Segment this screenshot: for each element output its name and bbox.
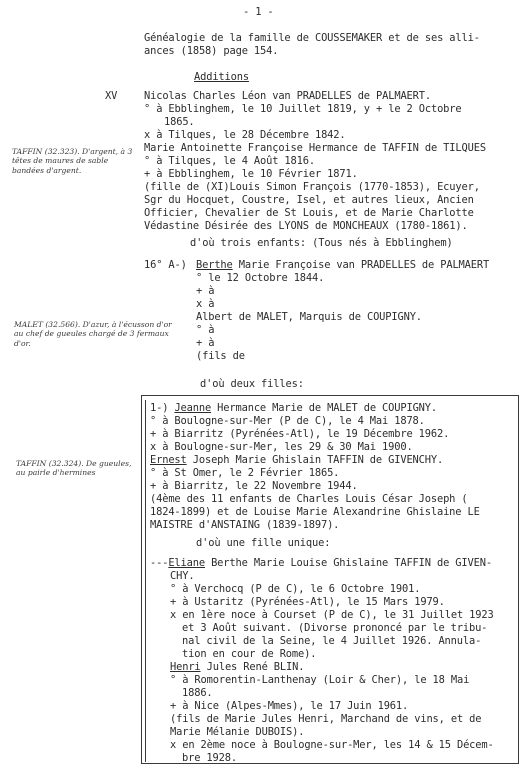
margin-note-taffin-arms-2 [16, 449, 131, 478]
box-line-17: et 3 Août suivant. (Divorse prononcé par le tribu- [182, 622, 488, 634]
box-line-3: + à Biarritz (Pyrénées-Atl), le 19 Décembre 1962. [150, 428, 450, 440]
section-title: Additions [194, 71, 249, 83]
margin-note-line: têtes de maures de sable [12, 156, 109, 165]
main-line-7: + à Ebblinghem, le 10 Février 1871. [144, 168, 358, 180]
main-line-4: x à Tilques, le 28 Décembre 1842. [144, 129, 346, 141]
box-line-11: d'où une fille unique: [196, 537, 331, 549]
child-line-9: d'où deux filles: [200, 378, 304, 390]
box-line-5 [150, 454, 443, 467]
box-name-rest-henri: Jules René BLIN. [200, 661, 305, 673]
main-line-6: ° à Tilques, le 4 Août 1816. [144, 155, 315, 167]
box-first-name-ernest: Ernest [150, 454, 187, 466]
box-line-20 [170, 661, 304, 674]
margin-note-line: bandées d'argent. [12, 165, 82, 175]
margin-note-malet-arms [14, 310, 172, 348]
box-line-25: Marie Mélanie DUBOIS). [170, 726, 305, 738]
box-line-4: x à Boulogne-sur-Mer, les 29 & 30 Mai 1900. [150, 441, 413, 453]
main-line-8: (fille de (XI)Louis Simon François (1770-1853), Ecuyer, [144, 181, 480, 193]
child-line-8: (fils de [196, 350, 245, 362]
box-line-15: + à Ustaritz (Pyrénées-Atl), le 15 Mars 1979. [170, 596, 445, 608]
box-line-13: CHY. [170, 570, 195, 582]
box-line-23: + à Nice (Alpes-Mmes), le 17 Juin 1961. [170, 700, 409, 712]
main-line-9: Sgr du Hocquet, Coustre, Isel, et autres lieux, Ancien [144, 194, 474, 206]
margin-note-line: au chef de gueules chargé de 3 fermaux [14, 329, 169, 338]
main-line-12: d'où trois enfants: (Tous nés à Ebblinghem) [190, 237, 453, 249]
page-number: - 1 - [243, 6, 274, 18]
box-line-18: nal civil de la Seine, le 4 Juillet 1926. Annula- [182, 635, 482, 647]
box-line-8: (4ème des 11 enfants de Charles Louis César Joseph ( [150, 493, 468, 505]
child-first-name: Berthe [196, 259, 233, 271]
header-line-2: ances (1858) page 154. [144, 45, 279, 57]
box-line-12 [150, 557, 492, 570]
box-line-27: bre 1928. [182, 752, 237, 764]
box-line-24: (fils de Marie Jules Henri, Marchand de vins, et de [170, 713, 482, 725]
box-first-name-henri: Henri [170, 661, 201, 673]
box-name-rest-jeanne: Hermance Marie de MALET de COUPIGNY. [211, 402, 437, 414]
main-line-1: Nicolas Charles Léon van PRADELLES de PALMAERT. [144, 90, 431, 102]
box-line-6: ° à St Omer, le 2 Février 1865. [150, 467, 340, 479]
child-line-5: Albert de MALET, Marquis de COUPIGNY. [196, 311, 422, 323]
box-line-16: x en 1ère noce à Courset (P de C), le 31 Juillet 1923 [170, 609, 494, 621]
box-line-2: ° à Boulogne-sur-Mer (P de C), le 4 Mai 1878. [150, 415, 425, 427]
box-line-9: 1824-1899) et de Louise Marie Alexandrine Ghislaine LE [150, 506, 480, 518]
box-line-14: ° à Verchocq (P de C), le 6 Octobre 1901. [170, 583, 421, 595]
box-inner-vertical-line [145, 400, 146, 762]
child-line-3: + à [196, 285, 215, 297]
box-line-19: tion en cour de Rome). [182, 648, 317, 660]
child-line-1 [196, 259, 489, 272]
header-line-1: Généalogie de la famille de COUSSEMAKER et de ses alli- [144, 32, 480, 44]
main-line-11: Védastine Désirée des LYONS de MONCHEAUX (1780-1861). [144, 220, 468, 232]
child-line-4: x à [196, 298, 215, 310]
box-entry-number: 1-) [150, 402, 169, 414]
margin-note-taffin-arms-1 [12, 137, 132, 175]
box-first-name-eliane: Eliane [168, 557, 205, 569]
box-name-rest-ernest: Joseph Marie Ghislain TAFFIN de GIVENCHY. [186, 454, 444, 466]
main-line-2: ° à Ebblinghem, le 10 Juillet 1819, y + le 2 Octobre [144, 103, 462, 115]
box-name-rest-eliane: Berthe Marie Louise Ghislaine TAFFIN de GIVEN- [204, 557, 492, 569]
main-line-5: Marie Antoinette Françoise Hermance de TAFFIN de TILQUES [144, 142, 486, 154]
child-number: 16° A-) [144, 259, 187, 271]
margin-note-line: TAFFIN (32.324). De gueules, [16, 458, 132, 468]
child-line-2: ° le 12 Octobre 1844. [196, 272, 325, 284]
main-line-3: 1865. [164, 116, 195, 128]
box-line-10: MAISTRE d'ANSTAING (1839-1897). [150, 519, 340, 531]
box-dash-prefix: --- [150, 557, 169, 569]
child-line-6: ° à [196, 324, 215, 336]
margin-note-line: TAFFIN (32.323). D'argent, à 3 [12, 146, 133, 156]
box-line-1 [150, 402, 437, 415]
box-line-22: 1886. [182, 687, 213, 699]
margin-note-line: au pairle d'hermines [16, 468, 96, 477]
child-name-rest: Marie Françoise van PRADELLES de PALMAERT [232, 259, 490, 271]
margin-note-line: d'or. [14, 338, 31, 348]
generation-number: XV [105, 90, 118, 102]
box-line-21: ° à Romorentin-Lanthenay (Loir & Cher), le 18 Mai [170, 674, 470, 686]
box-first-name-jeanne: Jeanne [174, 402, 212, 414]
child-line-7: + à [196, 337, 215, 349]
box-line-7: + à Biarritz, le 22 Novembre 1944. [150, 480, 358, 492]
main-line-10: Officier, Chevalier de St Louis, et de Marie Charlotte [144, 207, 474, 219]
margin-note-line: MALET (32.566). D'azur, à l'écusson d'or [14, 319, 172, 329]
box-line-26: x en 2ème noce à Boulogne-sur-Mer, les 14 & 15 Décem- [170, 739, 494, 751]
